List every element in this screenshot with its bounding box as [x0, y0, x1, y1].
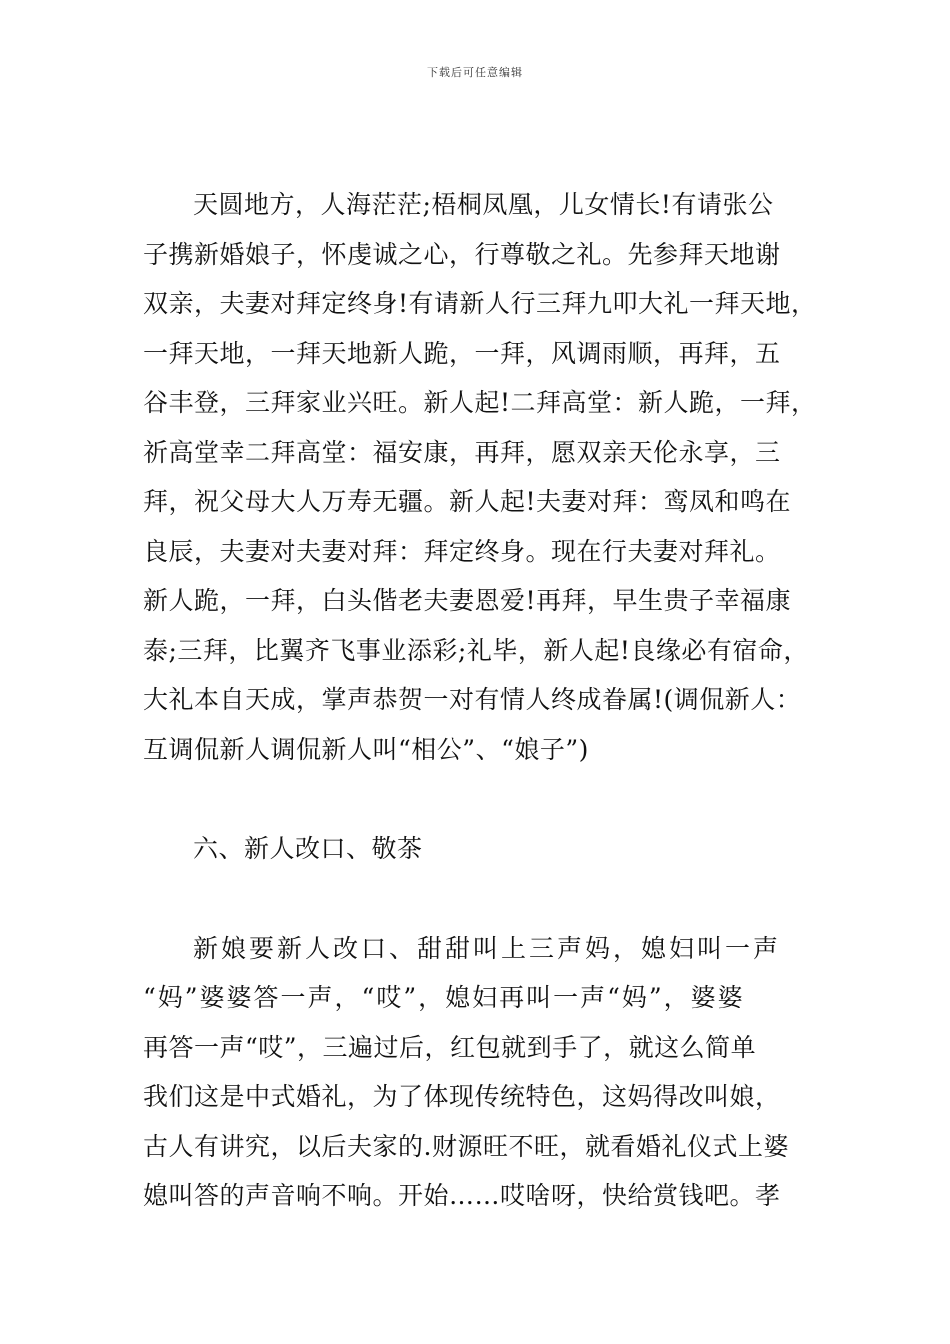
paragraph-line: 泰;三拜，比翼齐飞事业添彩;礼毕，新人起!良缘必有宿命， — [143, 635, 809, 665]
paragraph-line: 祈高堂幸二拜高堂：福安康，再拜，愿双亲天伦永享，三 — [143, 437, 781, 467]
paragraph-line: 拜，祝父母大人万寿无疆。新人起!夫妻对拜：鸾凤和鸣在 — [143, 487, 792, 516]
paragraph-line: 一拜天地，一拜天地新人跪，一拜，风调雨顺，再拜，五 — [143, 338, 781, 368]
paragraph-line: 天圆地方，人海茫茫;梧桐凤凰，儿女情长!有请张公 — [193, 190, 774, 219]
paragraph-gap — [143, 774, 827, 824]
document-body — [143, 180, 827, 1221]
paragraph-gap — [143, 874, 827, 924]
section-heading: 六、新人改口、敬茶 — [193, 834, 423, 863]
paragraph-line: 双亲，夫妻对拜定终身!有请新人行三拜九叩大礼一拜天地， — [143, 289, 817, 318]
tea-ceremony-paragraph — [143, 924, 827, 1221]
ceremony-paragraph — [143, 180, 827, 774]
paragraph-line: 子携新婚娘子，怀虔诚之心，行尊敬之礼。先参拜天地谢 — [143, 239, 781, 269]
paragraph-line: 媳叫答的声音响不响。开始……哎啥呀，快给赏钱吧。孝 — [143, 1181, 781, 1210]
page-header-note: 下载后可任意编辑 — [427, 66, 523, 79]
paragraph-line: 再答一声“哎”，三遍过后，红包就到手了，就这么简单 — [143, 1032, 757, 1062]
paragraph-line: 古人有讲究，以后夫家的.财源旺不旺，就看婚礼仪式上婆 — [143, 1131, 789, 1161]
paragraph-line: 大礼本自天成，掌声恭贺一对有情人终成眷属!(调侃新人： — [143, 685, 802, 714]
paragraph-line: 谷丰登，三拜家业兴旺。新人起!二拜高堂：新人跪，一拜， — [143, 388, 817, 417]
paragraph-line: 良辰，夫妻对夫妻对拜：拜定终身。现在行夫妻对拜礼。 — [143, 536, 781, 566]
paragraph-line: 新娘要新人改口、甜甜叫上三声妈，媳妇叫一声 — [193, 933, 782, 963]
paragraph-line: 新人跪，一拜，白头偕老夫妻恩爱!再拜，早生贵子幸福康 — [143, 586, 792, 615]
paragraph-line: 互调侃新人调侃新人叫“相公”、“娘子”) — [143, 734, 589, 764]
paragraph-line: 我们这是中式婚礼，为了体现传统特色，这妈得改叫娘， — [143, 1082, 781, 1111]
paragraph-line: “妈”婆婆答一声，“哎”，媳妇再叫一声“妈”，婆婆 — [143, 983, 745, 1012]
